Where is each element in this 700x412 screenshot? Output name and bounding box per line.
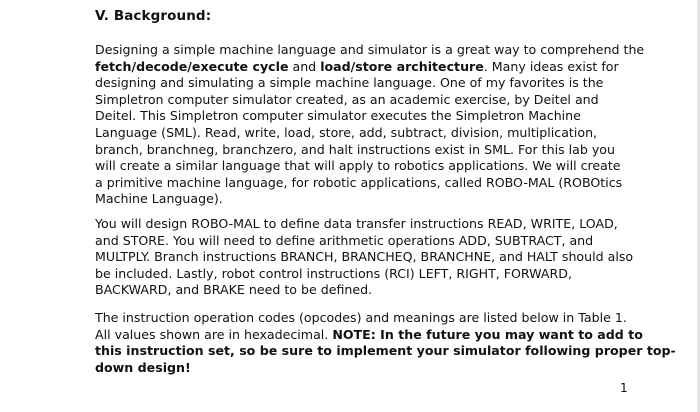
bold-term: load/store architecture bbox=[320, 58, 484, 74]
text-run: . Many ideas exist for bbox=[483, 58, 619, 74]
paragraph-opcodes bbox=[95, 310, 676, 376]
text-line: designing and simulating a simple machine language. One of my favorites is the bbox=[95, 75, 604, 91]
paragraph-design bbox=[95, 216, 634, 299]
text-line: Machine Language). bbox=[95, 191, 223, 207]
bold-note: NOTE: In the future you may want to add to bbox=[332, 326, 643, 342]
section-heading: V. Background: bbox=[95, 8, 212, 24]
text-line: You will design ROBO-MAL to define data transfer instructions READ, WRITE, LOAD, bbox=[95, 216, 618, 231]
text-line: BACKWARD, and BRAKE need to be defined. bbox=[95, 282, 373, 298]
text-line: be included. Lastly, robot control instructions (RCI) LEFT, RIGHT, FORWARD, bbox=[95, 265, 572, 281]
text-line: branch, branchneg, branchzero, and halt instructions exist in SML. For this lab you bbox=[95, 141, 615, 157]
text-line: will create a similar language that will apply to robotics applications. We will create bbox=[95, 158, 621, 174]
text-line bbox=[95, 326, 643, 344]
text-line: MULTPLY. Branch instructions BRANCH, BRANCHEQ, BRANCHNE, and HALT should also bbox=[95, 249, 634, 265]
page-number: 1 bbox=[620, 381, 628, 395]
text-line: Language (SML). Read, write, load, store, add, subtract, division, multiplication, bbox=[95, 124, 598, 140]
bold-note: down design! bbox=[95, 359, 191, 375]
paragraph-intro bbox=[95, 42, 645, 208]
bold-term: fetch/decode/execute cycle bbox=[95, 58, 289, 74]
text-line: a primitive machine language, for robotic applications, called ROBO-MAL (ROBOtics bbox=[95, 174, 623, 190]
text-line: The instruction operation codes (opcodes) and meanings are listed below in Table 1. bbox=[95, 310, 627, 325]
text-line: Designing a simple machine language and simulator is a great way to comprehend the bbox=[95, 42, 645, 57]
text-run: All values shown are in hexadecimal. bbox=[95, 326, 333, 342]
bold-note: this instruction set, so be sure to implement your simulator following proper top- bbox=[95, 343, 676, 359]
text-line: Simpletron computer simulator created, as an academic exercise, by Deitel and bbox=[95, 91, 599, 107]
text-line bbox=[95, 59, 625, 76]
text-line: and STORE. You will need to define arithmetic operations ADD, SUBTRACT, and bbox=[95, 232, 594, 248]
text-line: Deitel. This Simpletron computer simulator executes the Simpletron Machine bbox=[95, 108, 581, 124]
text-run: and bbox=[288, 58, 321, 74]
